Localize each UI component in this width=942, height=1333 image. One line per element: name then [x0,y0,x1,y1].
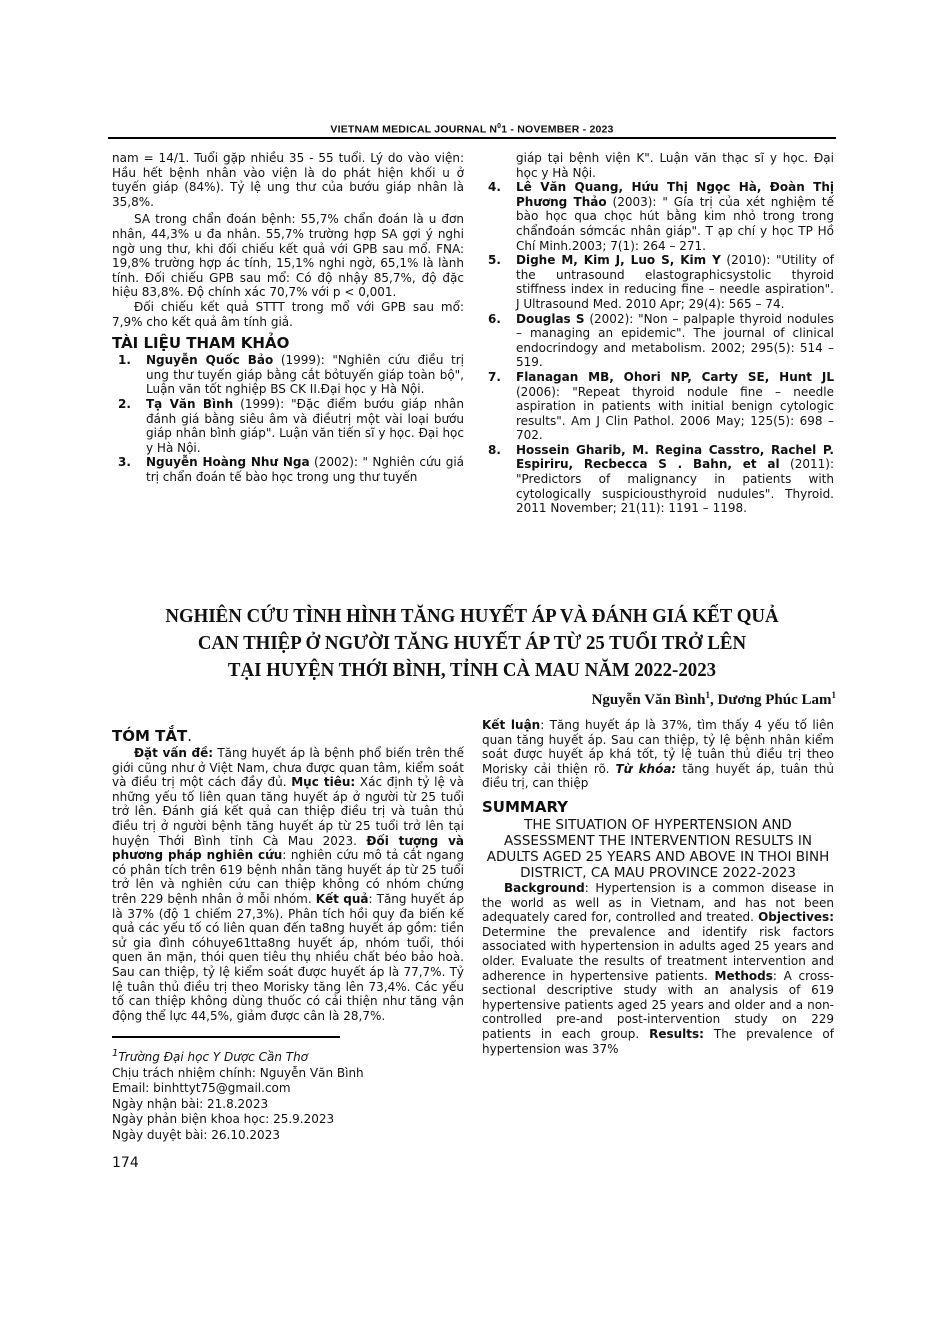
abstract-label-objectives: Mục tiêu: [291,775,356,790]
reference-continuation: giáp tại bệnh viện K". Luận văn thạc sĩ y học. Đại học y Hà Nội. [516,151,834,180]
summary-label-background: Background [504,880,585,895]
reference-item [482,253,834,311]
reference-authors: Hossein Gharib, M. Regina Casstro, Rachel P. Espiriru, Recbecca S . Bahn, et al [516,442,834,472]
abstract-left-column [112,724,464,1023]
prev-paragraph-1: nam = 14/1. Tuổi gặp nhiều 35 - 55 tuổi. Lý do vào viện: Hầu hết bệnh nhân vào viện là do phát hiện khối u ở tuyến giáp (84%). Tỷ lệ ung thư của bướu giáp nhân là 35,8%. [112,151,464,209]
reference-item [112,455,464,484]
reference-text: (2002): "Non – palpaple thyroid nodules – managing an epidemic". The journal of clinical endocrindogy and metabolism. 2002; 295(5): 514 – 519. [516,311,834,370]
reference-text: (2003): " Gía trị của xét nghiệm tế bào học qua chọc hút bằng kim nhỏ trong trong chẩnđoán sớmcác nhân giáp". T ạp chí y học TP Hồ Chí Minh.2003; 7(1): 264 – 271. [516,194,834,253]
article-title-line: CAN THIỆP Ở NGƯỜI TĂNG HUYẾT ÁP TỪ 25 TUỔI TRỞ LÊN [197,632,747,654]
prev-article-left-column [112,151,464,484]
author-name: Dương Phúc Lam [717,692,832,708]
summary-heading: SUMMARY [482,797,569,816]
article-authors: Nguyễn Văn Bình$^1$, Dương Phúc Lam$^1$ [591,690,836,708]
footnote-rule [112,1036,340,1038]
date-approved: Ngày duyệt bài: 26.10.2023 [112,1127,280,1142]
reference-number: 1. [118,353,131,368]
responsible-author: Chịu trách nhiệm chính: Nguyễn Văn Bình [112,1065,364,1080]
reference-authors: Lê Văn Quang, Hứu Thị Ngọc Hà, Đoàn Thị Phương Thảo [516,180,834,209]
page-number: 174 [112,1155,139,1171]
reference-authors: Nguyễn Hoàng Như Nga [146,455,310,470]
reference-number: 5. [488,253,501,268]
abstract-label-results: Kết quả [315,891,369,906]
reference-text: (2011): "Predictors of malignancy in patients with cytologically suspiciousthyroid nudules". Thyroid. 2011 November; 21(11): 1191 – 1198. [516,457,834,516]
reference-item [482,443,834,516]
reference-number: 3. [118,455,131,470]
author-name: Nguyễn Văn Bình [591,692,706,708]
abstract-label-methods: Đối tượng và phương pháp nghiên cứu [112,833,464,863]
reference-text: (1999): "Đặc điểm bướu giáp nhân đánh giá bằng siêu âm và điềutrị một vài loại bướu giáp nhân bình giáp". Luận văn tiến sĩ y học. Đại học y Hà Nội. [146,396,464,455]
abstract-heading: TÓM TẮT. [112,727,192,745]
prev-paragraph-3: Đối chiếu kết quả STTT trong mổ với GPB sau mổ: 7,9% cho kết quả âm tính giả. [112,299,464,329]
reference-text: (2002): " Nghiên cứu giá trị chẩn đoán tế bào học trong ung thư tuyến [146,455,465,484]
header-rule [108,137,836,139]
date-reviewed: Ngày phản biện khoa học: 25.9.2023 [112,1112,335,1127]
date-received: Ngày nhận bài: 21.8.2023 [112,1096,269,1111]
author-affiliation-sup: 1 [705,690,710,700]
article-title-line: NGHIÊN CỨU TÌNH HÌNH TĂNG HUYẾT ÁP VÀ ĐÁNH GIÁ KẾT QUẢ [165,605,779,627]
reference-authors: Flanagan MB, Ohori NP, Carty SE, Hunt JL [516,369,834,384]
issue-number-sup: 0 [497,123,502,130]
references-heading: TÀI LIỆU THAM KHẢO [112,334,290,353]
abstract-label-background: Đặt vấn đề: [134,746,214,760]
reference-number: 7. [488,369,501,384]
abstract-right-column [482,718,834,1056]
summary-label-results: Results: [649,1026,704,1041]
reference-item [482,180,834,253]
article-title [137,603,807,684]
reference-text: (2010): "Utility of the untrasound elastographicsystolic thyroid stiffness index in reducing fine – needle aspiration". J Ultrasound Med. 2010 Apr; 29(4): 565 – 74. [516,253,834,311]
reference-number: 8. [488,442,501,457]
journal-header [108,123,836,136]
reference-authors: Dighe M, Kim J, Luo S, Kim Y [516,253,721,268]
summary-label-objectives: Objectives: [758,910,834,925]
prev-article-right-column [482,151,834,516]
reference-authors: Douglas S [516,311,585,326]
reference-item [482,312,834,370]
abstract-text: Đặt vấn đề: Tăng huyết áp là bệnh phổ biến trên thế giới cũng như ở Việt Nam, chưa được quan tâm, kiểm soát và điều trị một cách đầy đủ. Mục tiêu: Xác định tỷ lệ và những yếu tố liên quan tăng huyết áp ở người từ 25 tuổi trở lên. Đánh giá kết quả can thiệp điều trị và tuân thủ điều trị ở người bệnh tăng huyết áp từ 25 tuổi trở lên tại huyện Thới Bình tỉnh Cà Mau 2023. Đối tượng và phương pháp nghiên cứu: nghiên cứu mô tả cắt ngang có phân tích trên 619 bệnh nhân tăng huyết áp từ 25 tuổi trở lên và nghiên cứu can thiệp không có nhóm chứng trên 229 bệnh nhân ở mỗi nhóm. Kết quả: Tăng huyết áp là 37% (độ 1 chiếm 27,3%). Phân tích hồi quy đa biến kế quả các yếu tố có liên quan đến ta8ng huyết áp gồm: tiền sử gia đình cóhuye61tta8ng huyết áp, nhóm tuổi, thói quen ăn mặn, thói quen tiêu thụ nhiều chất béo bảo hoà. Sau can thiệp, tỷ lệ kiểm soát được huyết áp là 77,7%. Tỷ lệ tuân thủ điều trị theo Morisky tăng lên 73,4%. Các yếu tố can thiệp không dùng thuốc có cải thiện như tăng vận động thể lực 44,5%, giảm được cân là 28,7%. [112,746,465,1023]
reference-item [112,397,464,455]
reference-text: (1999): "Nghiên cứu điều trị ung thư tuyến giáp bằng cắt bỏtuyến giáp toàn bộ", Luận văn tốt nghiệp BS CK II.Đại học y Hà Nội. [146,353,465,397]
reference-authors: Nguyễn Quốc Bảo [146,353,274,368]
footnotes [112,1046,364,1144]
prev-paragraph-2: SA trong chẩn đoán bệnh: 55,7% chẩn đoán là u đơn nhân, 44,3% u đa nhân. 55,7% trường hợp SA gợi ý nghi ngờ ung thư, khi đối chiếu kết quả với GPB sau mổ. FNA: 19,8% trường hợp ác tính, 15,1% nghi ngờ, 65,1% là lành tính. Đối chiếu GPB sau mổ: Có độ nhậy 85,7%, độ đặc hiệu 83,8%. Độ chính xác 70,7% với p < 0,001. [112,212,464,300]
reference-item [482,370,834,443]
english-title: THE SITUATION OF HYPERTENSION AND ASSESSMENT THE INTERVENTION RESULTS IN ADULTS AGED 25 YEARS AND ABOVE IN THOI BINH DISTRICT, CA MAU PROVINCE 2022-2023 [486,816,830,881]
affiliation: $^1$Trường Đại học Y Dược Cần Thơ [112,1048,309,1064]
summary-label-methods: Methods [714,968,773,983]
reference-authors: Tạ Văn Bình [146,396,234,411]
abstract-label-keywords: Từ khóa: [615,761,677,776]
abstract-label-conclusion: Kết luận [482,718,541,732]
summary-text: Background: Hypertension is a common disease in the world as well as in Vietnam, and has not been adequately cared for, controlled and treated. Objectives: Determine the prevalence and identify risk factors associated with hypertension in adults aged 25 years and older. Evaluate the results of treatment intervention and adherence in hypertensive patients. Methods: A cross-sectional descriptive study with an analysis of 619 hypertensive patients aged 25 years and older and a non-controlled pre-and post-intervention study on 229 patients in each group. Results: The prevalence of hypertension was 37% [482,880,835,1056]
article-title-line: TẠI HUYỆN THỚI BÌNH, TỈNH CÀ MAU NĂM 2022-2023 [227,659,717,681]
abstract-text-continued: Kết luận: Tăng huyết áp là 37%, tìm thấy 4 yếu tố liên quan tăng huyết áp. Sau can thiệp, tỷ lệ bệnh nhân kiểm soát được huyết áp khá tốt, tỷ lệ tuân thủ điều trị theo Morisky cải thiện rõ. Từ khóa: tăng huyết áp, tuân thủ điều trị, can thiệp [482,718,834,791]
reference-number: 6. [488,311,501,326]
reference-number: 2. [118,396,131,411]
reference-item [112,353,464,397]
reference-text: (2006): "Repeat thyroid nodule fine – needle aspiration in patients with initial benign cytologic results". Am J Clin Pathol. 2006 May; 125(5): 698 – 702. [516,384,834,443]
reference-number: 4. [488,180,501,195]
email: Email: binhttyt75@gmail.com [112,1081,291,1096]
journal-name: VIETNAM MEDICAL JOURNAL N [330,123,498,136]
author-affiliation-sup: 1 [831,690,836,700]
journal-issue: 1 - NOVEMBER - 2023 [501,123,614,136]
